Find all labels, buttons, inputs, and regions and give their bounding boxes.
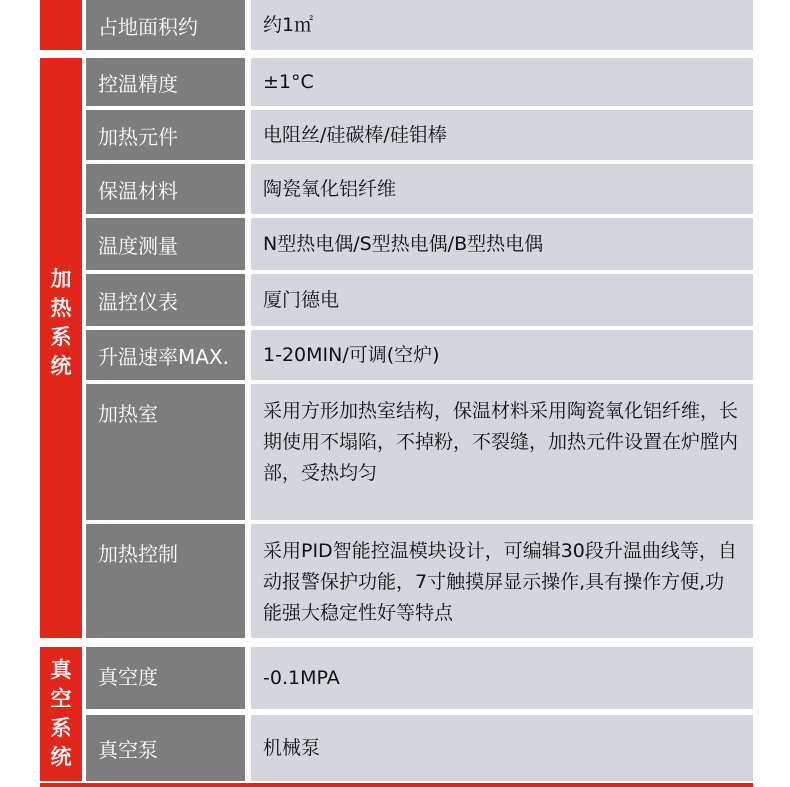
spec-value-vacuum-degree: -0.1MPA bbox=[251, 647, 753, 709]
spec-value-footprint: 约1㎡ bbox=[251, 0, 753, 50]
spec-label-heating-control: 加热控制 bbox=[86, 524, 245, 638]
spec-label-vacuum-pump: 真空泵 bbox=[86, 715, 245, 781]
category-char: 加 bbox=[50, 267, 72, 291]
spec-label-temp-measurement: 温度测量 bbox=[86, 218, 245, 270]
spec-value-heating-control: 采用PID智能控温模块设计，可编辑30段升温曲线等，自动报警保护功能，7寸触摸屏显示操作,具有操作方便,功能强大稳定性好等特点 bbox=[251, 524, 753, 638]
spec-value-heating-rate: 1-20MIN/可调(空炉) bbox=[251, 330, 753, 380]
category-char: 热 bbox=[50, 296, 72, 320]
spec-label-controller: 温控仪表 bbox=[86, 274, 245, 326]
category-char: 空 bbox=[50, 687, 72, 711]
spec-value-vacuum-pump: 机械泵 bbox=[251, 715, 753, 781]
spec-label-heating-chamber: 加热室 bbox=[86, 384, 245, 520]
category-char: 系 bbox=[50, 325, 72, 349]
spec-label-vacuum-degree: 真空度 bbox=[86, 647, 245, 709]
category-bar-top bbox=[40, 0, 82, 50]
spec-label-heating-rate: 升温速率MAX. bbox=[86, 330, 245, 380]
spec-label-heating-element: 加热元件 bbox=[86, 110, 245, 160]
category-char: 统 bbox=[50, 354, 72, 378]
spec-value-insulation: 陶瓷氧化铝纤维 bbox=[251, 164, 753, 214]
spec-label-insulation: 保温材料 bbox=[86, 164, 245, 214]
spec-value-heating-chamber: 采用方形加热室结构，保温材料采用陶瓷氧化铝纤维，长期使用不塌陷，不掉粉，不裂缝，加热元件设置在炉膛内部，受热均匀 bbox=[251, 384, 753, 520]
category-vacuum-system bbox=[40, 647, 82, 781]
spec-value-controller: 厦门德电 bbox=[251, 274, 753, 326]
category-char: 系 bbox=[50, 716, 72, 740]
category-heating-system bbox=[40, 58, 82, 638]
bottom-divider bbox=[40, 783, 753, 787]
category-char: 真 bbox=[50, 658, 72, 682]
spec-value-heating-element: 电阻丝/硅碳棒/硅钼棒 bbox=[251, 110, 753, 160]
spec-value-temp-accuracy: ±1°C bbox=[251, 58, 753, 106]
spec-label-temp-accuracy: 控温精度 bbox=[86, 58, 245, 106]
spec-value-temp-measurement: N型热电偶/S型热电偶/B型热电偶 bbox=[251, 218, 753, 270]
spec-label-footprint: 占地面积约 bbox=[86, 0, 245, 50]
category-char: 统 bbox=[50, 745, 72, 769]
